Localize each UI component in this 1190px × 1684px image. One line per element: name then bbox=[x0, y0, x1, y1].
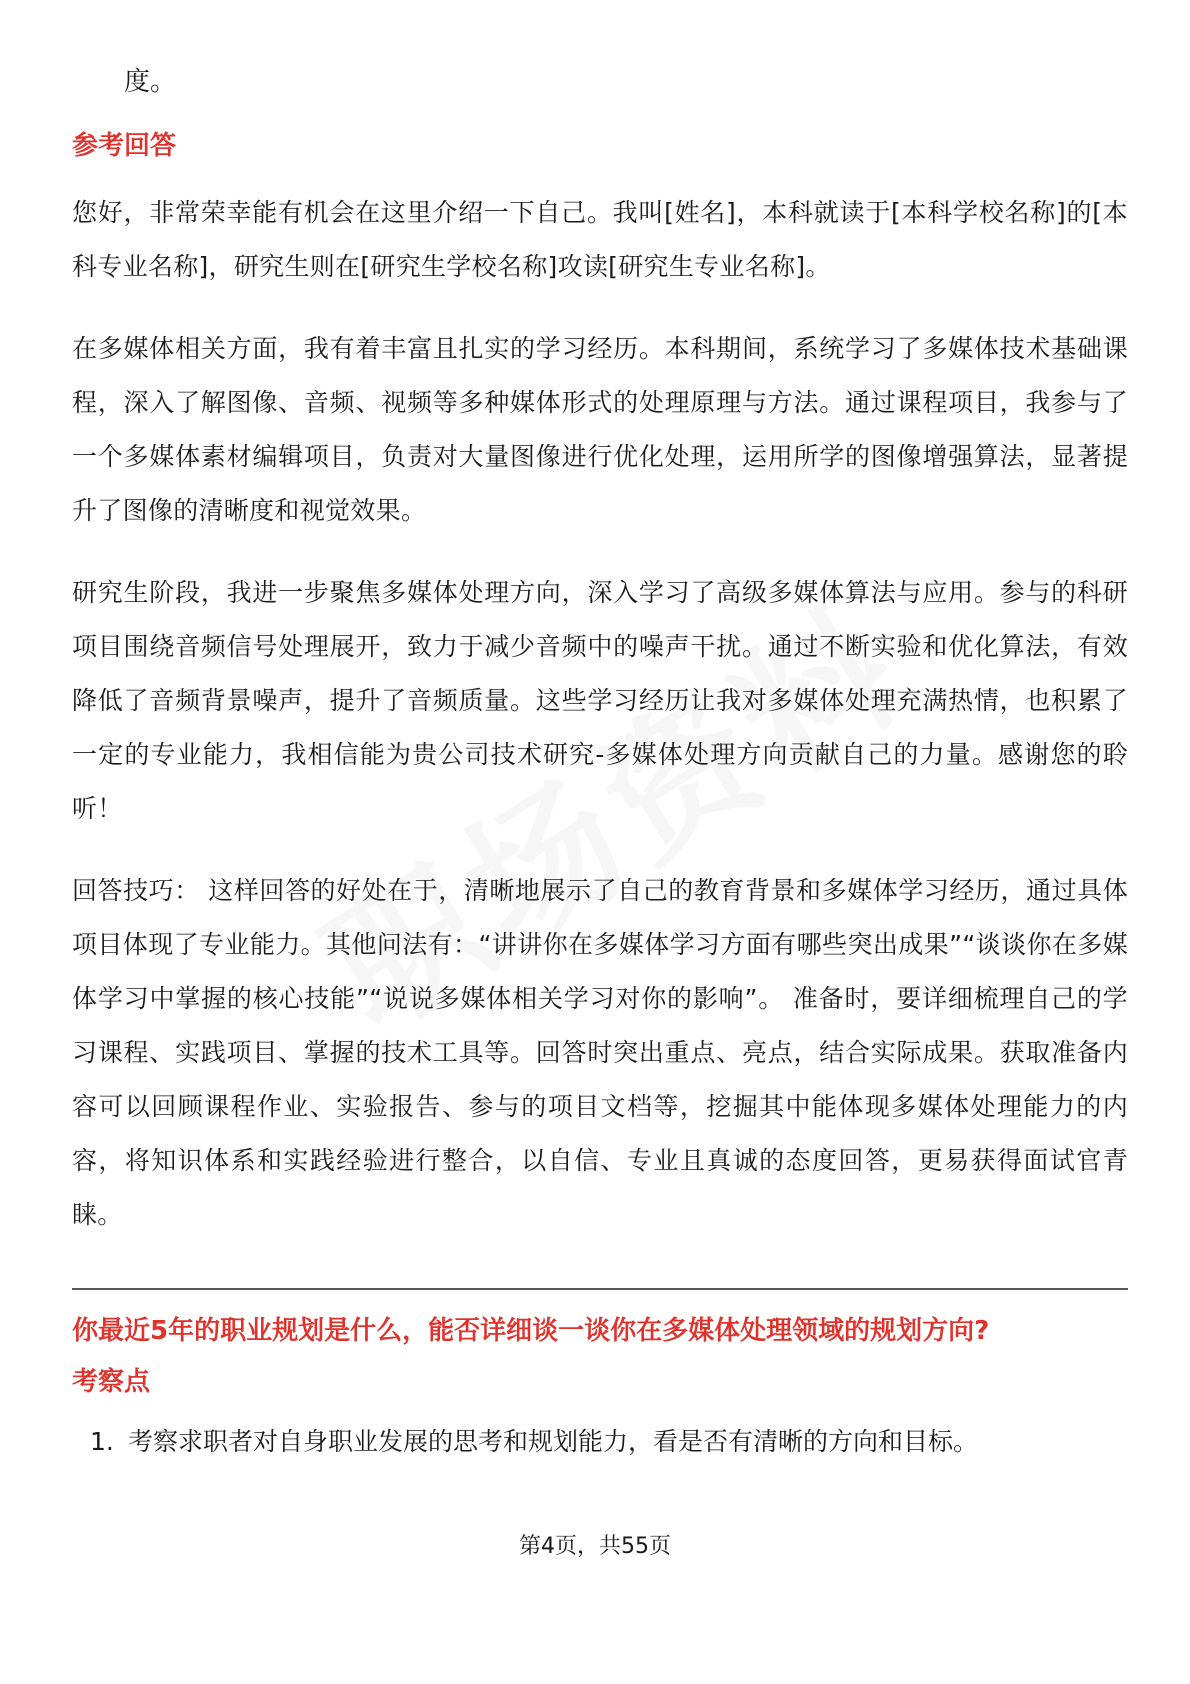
answer-heading: 参考回答 bbox=[72, 131, 177, 161]
list-item bbox=[90, 1422, 1128, 1462]
list-item-number: 1. bbox=[90, 1427, 114, 1456]
page-content bbox=[72, 64, 1128, 1462]
exam-points-heading: 考察点 bbox=[72, 1367, 151, 1397]
answer-paragraph-intro: 您好，非常荣幸能有机会在这里介绍一下自己。我叫[姓名]，本科就读于[本科学校名称]的[本科专业名称]，研究生则在[研究生学校名称]攻读[研究生专业名称]。 bbox=[72, 198, 1128, 281]
list-item-text: 考察求职者对自身职业发展的思考和规划能力，看是否有清晰的方向和目标。 bbox=[128, 1427, 979, 1456]
answer-paragraph-undergrad: 在多媒体相关方面，我有着丰富且扎实的学习经历。本科期间，系统学习了多媒体技术基础课程，深入了解图像、音频、视频等多种媒体形式的处理原理与方法。通过课程项目，我参与了一个多媒体素材编辑项目，负责对大量图像进行优化处理，运用所学的图像增强算法，显著提升了图像的清晰度和视觉效果。 bbox=[72, 334, 1128, 525]
page-footer: 第4页，共55页 bbox=[519, 1534, 671, 1559]
continued-text: 度。 bbox=[124, 67, 177, 97]
answer-paragraph-graduate: 研究生阶段，我进一步聚焦多媒体处理方向，深入学习了高级多媒体算法与应用。参与的科研项目围绕音频信号处理展开，致力于减少音频中的噪声干扰。通过不断实验和优化算法，有效降低了音频背景噪声，提升了音频质量。这些学习经历让我对多媒体处理充满热情，也积累了一定的专业能力，我相信能为贵公司技术研究-多媒体处理方向贡献自己的力量。感谢您的聆听！ bbox=[72, 578, 1128, 823]
question-heading: 你最近5年的职业规划是什么，能否详细谈一谈你在多媒体处理领域的规划方向? bbox=[72, 1316, 990, 1346]
section-divider bbox=[72, 1288, 1128, 1290]
answer-tips-paragraph: 回答技巧： 这样回答的好处在于，清晰地展示了自己的教育背景和多媒体学习经历，通过具体项目体现了专业能力。其他问法有：“讲讲你在多媒体学习方面有哪些突出成果”“谈谈你在多媒体学习中掌握的核心技能”“说说多媒体相关学习对你的影响”。 准备时，要详细梳理自己的学习课程、实践项目、掌握的技术工具等。回答时突出重点、亮点，结合实际成果。获取准备内容可以回顾课程作业、实验报告、参与的项目文档等，挖掘其中能体现多媒体处理能力的内容，将知识体系和实践经验进行整合，以自信、专业且真诚的态度回答，更易获得面试官青睐。 bbox=[72, 876, 1128, 1229]
exam-points-list bbox=[72, 1422, 1128, 1462]
